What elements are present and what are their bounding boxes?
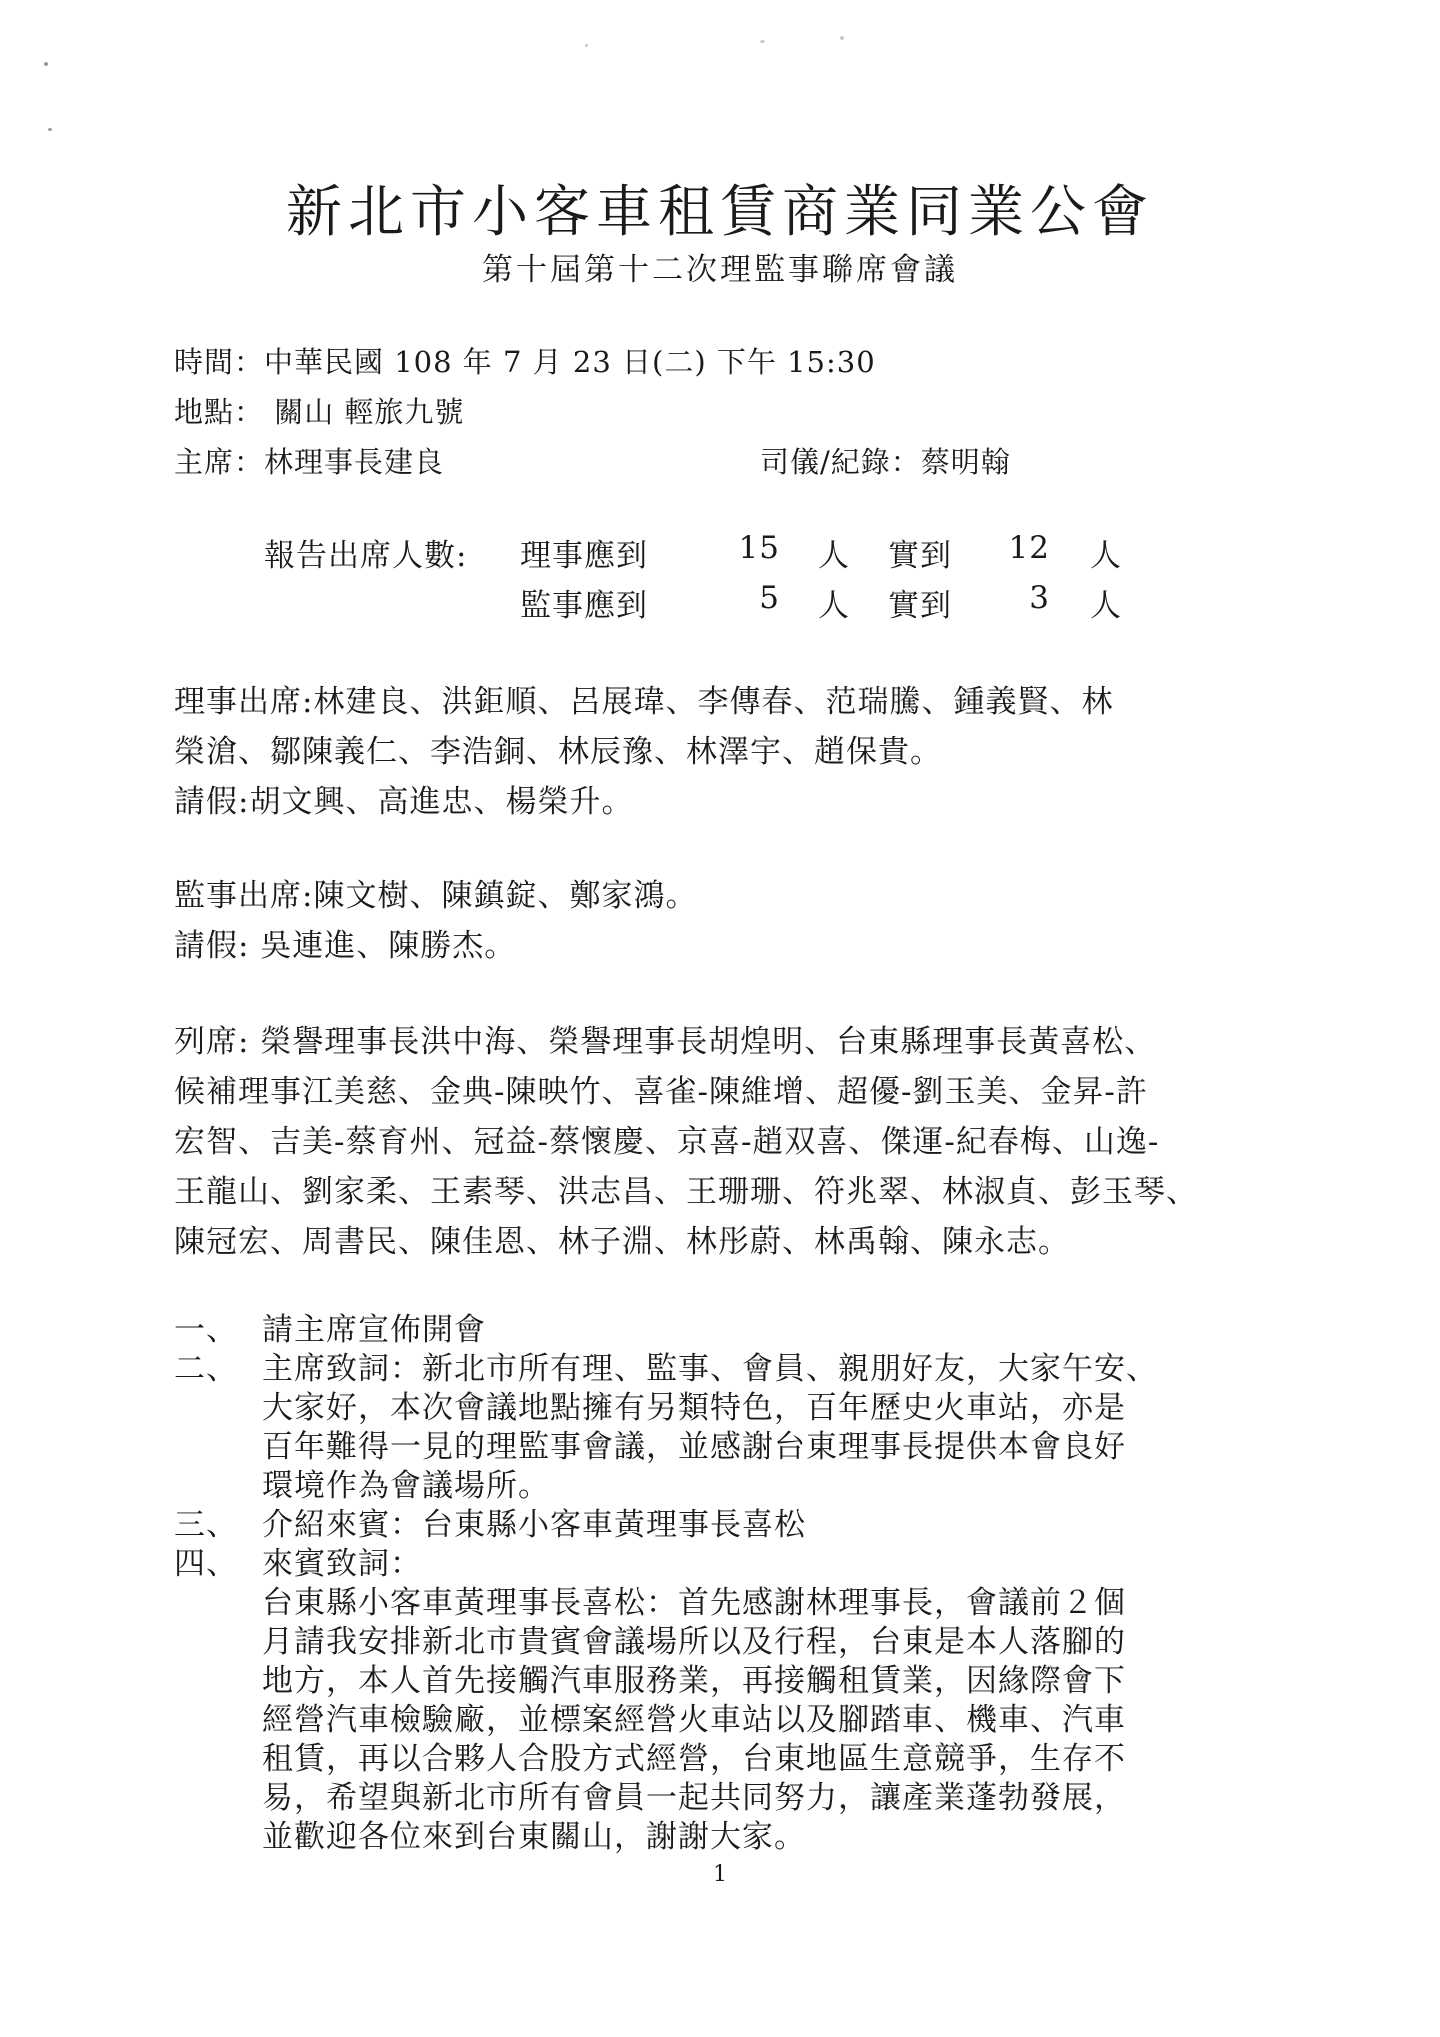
unit-label: 人 [818, 588, 850, 624]
agenda-item-text: 環境作為會議場所。 [262, 1468, 550, 1504]
agenda-item-text: 介紹來賓：台東縣小客車黃理事長喜松 [262, 1507, 806, 1543]
observers-line: 陳冠宏、周書民、陳佳恩、林子淵、林彤蔚、林禹翰、陳永志。 [174, 1224, 1070, 1260]
scan-speck [840, 36, 844, 40]
attendance-label: 報告出席人數: [264, 538, 468, 574]
scan-speck [44, 62, 48, 66]
meeting-location: 地點： 關山 輕旅九號 [174, 395, 465, 429]
directors-actual-count: 12 [1008, 530, 1050, 566]
unit-label: 人 [818, 538, 850, 574]
unit-label: 人 [1090, 538, 1122, 574]
supervisors-due-label: 監事應到 [520, 588, 648, 624]
supervisors-actual-label: 實到 [888, 588, 952, 624]
meeting-time: 時間：中華民國 108 年 7 月 23 日(二) 下午 15:30 [174, 345, 876, 379]
agenda-item-text: 主席致詞：新北市所有理、監事、會員、親朋好友，大家午安、 [262, 1351, 1158, 1387]
agenda-item-number: 三、 [174, 1507, 238, 1543]
agenda-item-text: 經營汽車檢驗廠，並標案經營火車站以及腳踏車、機車、汽車 [262, 1702, 1126, 1738]
observers-line: 列席: 榮譽理事長洪中海、榮譽理事長胡煌明、台東縣理事長黃喜松、 [174, 1024, 1157, 1060]
meeting-chair: 主席：林理事長建良 [174, 445, 445, 479]
agenda-item-text: 來賓致詞： [262, 1546, 422, 1582]
unit-label: 人 [1090, 588, 1122, 624]
meeting-recorder: 司儀/紀錄：蔡明翰 [760, 445, 1011, 479]
agenda-item-number: 二、 [174, 1351, 238, 1387]
agenda-item-number: 四、 [174, 1546, 238, 1582]
observers-line: 候補理事江美慈、金典-陳映竹、喜雀-陳維增、超優-劉玉美、金昇-許 [174, 1074, 1148, 1110]
agenda-item-text: 租賃，再以合夥人合股方式經營，台東地區生意競爭，生存不 [262, 1741, 1126, 1777]
directors-due-count: 15 [738, 530, 780, 566]
directors-leave: 請假:胡文興、高進忠、楊榮升。 [174, 784, 634, 820]
scan-speck [760, 40, 765, 43]
directors-present-line: 理事出席:林建良、洪鉅順、呂展瑋、李傳春、范瑞騰、鍾義賢、林 [174, 684, 1114, 720]
document-title: 新北市小客車租賃商業同業公會 [286, 180, 1154, 245]
scan-speck [48, 128, 52, 131]
meeting-subtitle: 第十屆第十二次理監事聯席會議 [482, 252, 958, 288]
supervisors-actual-count: 3 [1029, 580, 1050, 616]
supervisors-due-count: 5 [759, 580, 780, 616]
agenda-item-text: 月請我安排新北市貴賓會議場所以及行程，台東是本人落腳的 [262, 1624, 1126, 1660]
page-number: 1 [713, 1862, 727, 1887]
directors-due-label: 理事應到 [520, 538, 648, 574]
directors-present-line: 榮滄、鄒陳義仁、李浩銅、林辰豫、林澤宇、趙保貴。 [174, 734, 942, 770]
observers-line: 宏智、吉美-蔡育州、冠益-蔡懷慶、京喜-趙双喜、傑運-紀春梅、山逸- [174, 1124, 1160, 1160]
agenda-item-text: 大家好，本次會議地點擁有另類特色，百年歷史火車站，亦是 [262, 1390, 1126, 1426]
supervisors-present: 監事出席:陳文樹、陳鎮錠、鄭家鴻。 [174, 878, 698, 914]
supervisors-leave: 請假: 吳連進、陳勝杰。 [174, 928, 517, 964]
agenda-item-text: 地方，本人首先接觸汽車服務業，再接觸租賃業，因緣際會下 [262, 1663, 1126, 1699]
observers-line: 王龍山、劉家柔、王素琴、洪志昌、王珊珊、符兆翠、林淑貞、彭玉琴、 [174, 1174, 1198, 1210]
agenda-item-text: 並歡迎各位來到台東關山，謝謝大家。 [262, 1819, 806, 1855]
scan-speck [585, 44, 588, 47]
agenda-item-text: 請主席宣佈開會 [262, 1312, 486, 1348]
agenda-item-number: 一、 [174, 1312, 238, 1348]
agenda-item-text: 易，希望與新北市所有會員一起共同努力，讓產業蓬勃發展， [262, 1780, 1126, 1816]
agenda-item-text: 百年難得一見的理監事會議，並感謝台東理事長提供本會良好 [262, 1429, 1126, 1465]
directors-actual-label: 實到 [888, 538, 952, 574]
agenda-item-text: 台東縣小客車黃理事長喜松：首先感謝林理事長，會議前２個 [262, 1585, 1126, 1621]
